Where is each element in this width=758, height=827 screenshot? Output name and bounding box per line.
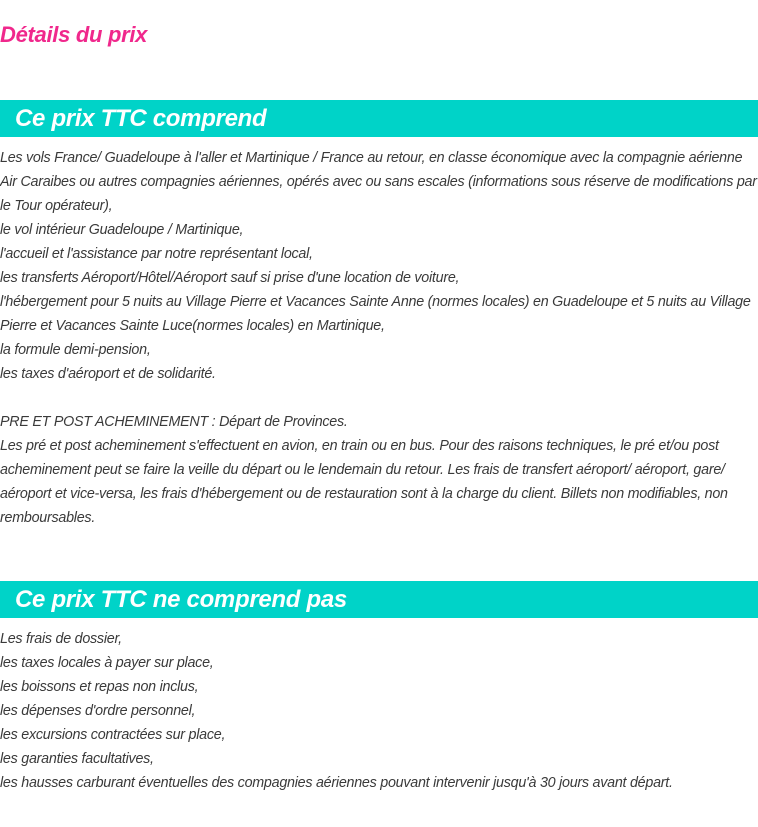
list-item: le vol intérieur Guadeloupe / Martinique, bbox=[0, 222, 244, 238]
list-item: les taxes locales à payer sur place, bbox=[0, 655, 214, 671]
section-header-excluded: Ce prix TTC ne comprend pas bbox=[0, 581, 758, 618]
list-item: les boissons et repas non inclus, bbox=[0, 679, 199, 695]
section-header-included: Ce prix TTC comprend bbox=[0, 100, 758, 137]
list-item: l'accueil et l'assistance par notre représentant local, bbox=[0, 246, 313, 262]
list-item: les taxes d'aéroport et de solidarité. bbox=[0, 366, 216, 382]
list-item: les excursions contractées sur place, bbox=[0, 727, 226, 743]
list-item: les hausses carburant éventuelles des compagnies aériennes pouvant intervenir jusqu'à 30 jours avant départ. bbox=[0, 775, 673, 791]
spacer bbox=[0, 386, 758, 410]
list-item: l'hébergement pour 5 nuits au Village Pierre et Vacances Sainte Anne (normes locales) en Guadeloupe et 5 nuits au Village Pierre et Vacances Sainte Luce(normes locales) en Martinique, bbox=[0, 294, 751, 334]
list-item: Les vols France/ Guadeloupe à l'aller et Martinique / France au retour, en classe économique avec la compagnie aérienne Air Caraibes ou autres compagnies aériennes, opérés avec ou sans escales (informations sous réserve de modifications par le Tour opérateur), bbox=[0, 150, 757, 214]
pre-post-text: Les pré et post acheminement s'effectuent en avion, en train ou en bus. Pour des raisons techniques, le pré et/ou post acheminement peut se faire la veille du départ ou le lendemain du retour. Les frais de transfert aéroport/ aéroport, gare/ aéroport et vice-versa, les frais d'hébergement ou de restauration sont à la charge du client. Billets non modifiables, non remboursables. bbox=[0, 438, 728, 526]
pre-post-title: PRE ET POST ACHEMINEMENT : Départ de Provinces. bbox=[0, 414, 348, 430]
list-item: la formule demi-pension, bbox=[0, 342, 151, 358]
list-item: les garanties facultatives, bbox=[0, 751, 154, 767]
included-list bbox=[0, 146, 758, 530]
list-item: Les frais de dossier, bbox=[0, 631, 122, 647]
list-item: les transferts Aéroport/Hôtel/Aéroport sauf si prise d'une location de voiture, bbox=[0, 270, 460, 286]
list-item: les dépenses d'ordre personnel, bbox=[0, 703, 196, 719]
excluded-list bbox=[0, 627, 758, 795]
page-title: Détails du prix bbox=[0, 22, 148, 47]
